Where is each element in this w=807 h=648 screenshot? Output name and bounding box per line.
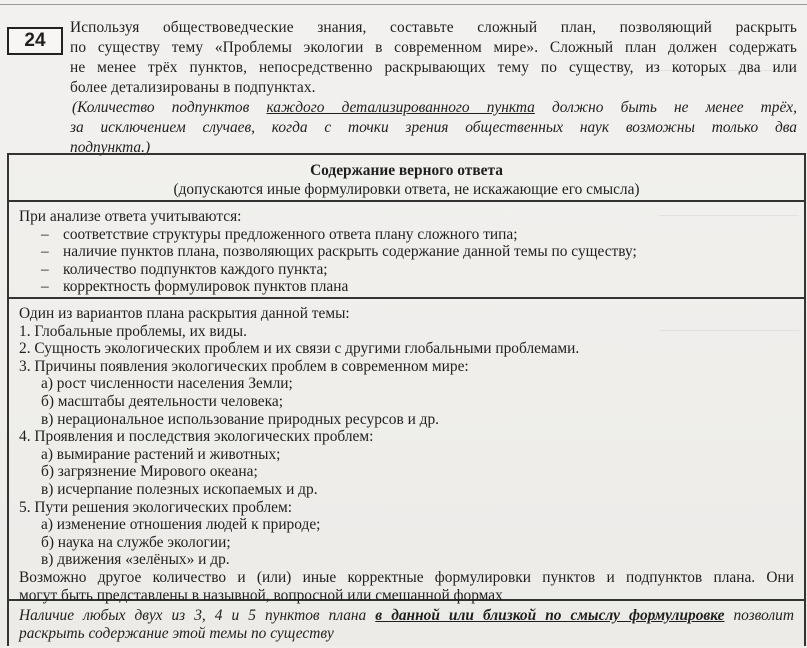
dash-marker: – xyxy=(41,243,49,261)
answer-table-header xyxy=(9,155,804,202)
criteria-item xyxy=(19,226,794,244)
criteria-item-text: соответствие структуры предложенного ответа плану сложного типа; xyxy=(63,225,518,243)
note-underlined-text: каждого детализированного пункта xyxy=(266,99,535,116)
scoring-note-line: раскрыть содержание этой темы по существу xyxy=(19,624,334,642)
answer-table xyxy=(7,153,806,646)
plan-subpoint: а) изменение отношения людей к природе; xyxy=(41,516,321,534)
plan-closing-line: могут быть представлены в назывной, вопросной или смешанной формах xyxy=(19,586,503,604)
question-line: Используя обществоведческие знания, составьте сложный план, позволяющий раскрыть xyxy=(70,19,797,36)
plan-subpoint: а) рост численности населения Земли; xyxy=(41,375,293,393)
top-rule xyxy=(0,4,807,5)
question-note xyxy=(70,98,797,158)
plan-point: 3. Причины появления экологических проблем в современном мире: xyxy=(19,357,469,375)
criteria-item-text: корректность формулировок пунктов плана xyxy=(63,278,349,296)
plan-intro: Один из вариантов плана раскрытия данной темы: xyxy=(19,305,350,322)
criteria-item-text: наличие пунктов плана, позволяющих раскрыть содержание данной темы по существу; xyxy=(63,243,637,261)
plan-cell xyxy=(9,299,804,604)
dash-marker: – xyxy=(41,278,49,296)
scoring-note-text: позволит xyxy=(724,607,794,624)
question-line: не менее трёх пунктов, непосредственно раскрывающих тему по существу, из которых два или xyxy=(70,59,797,76)
criteria-item xyxy=(19,261,794,279)
question-number-box: 24 xyxy=(7,27,63,55)
scoring-note-line xyxy=(19,607,794,625)
note-text: (Количество подпунктов xyxy=(72,99,267,116)
plan-point: 4. Проявления и последствия экологических проблем: xyxy=(19,428,374,446)
answer-header-title: Содержание верного ответа xyxy=(310,162,503,179)
plan-point: 2. Сущность экологических проблем и их связи с другими глобальными проблемами. xyxy=(19,340,580,358)
plan-point: 1. Глобальные проблемы, их виды. xyxy=(19,322,247,340)
question-text xyxy=(70,18,797,98)
criteria-item xyxy=(19,243,794,261)
dash-marker: – xyxy=(41,225,49,243)
plan-subpoint: в) нерациональное использование природных ресурсов и др. xyxy=(41,410,440,428)
plan-subpoint: в) движения «зелёных» и др. xyxy=(41,551,230,569)
plan-closing-line: Возможно другое количество и (или) иные корректные формулировки пунктов и подпунктов плана. Они xyxy=(19,568,794,586)
plan-point: 5. Пути решения экологических проблем: xyxy=(19,498,292,516)
dash-marker: – xyxy=(41,260,49,278)
criteria-item xyxy=(19,278,794,296)
criteria-item-text: количество подпунктов каждого пункта; xyxy=(63,260,328,278)
plan-subpoint: в) исчерпание полезных ископаемых и др. xyxy=(41,480,318,498)
criteria-intro: При анализе ответа учитываются: xyxy=(19,208,242,225)
plan-subpoint: б) загрязнение Мирового океана; xyxy=(41,463,258,481)
scoring-note-emphasis: в данной или близкой по смыслу формулировке xyxy=(375,607,725,624)
question-line: более детализированы в подпунктах. xyxy=(70,79,316,96)
note-line: за исключением случаев, когда с точки зрения общественных наук возможны только два xyxy=(70,119,797,136)
plan-subpoint: б) масштабы деятельности человека; xyxy=(41,392,283,410)
plan-subpoint: б) наука на службе экологии; xyxy=(41,533,231,551)
question-line: по существу тему «Проблемы экологии в современном мире». Сложный план должен содержать xyxy=(70,39,797,56)
answer-header-subtitle: (допускаются иные формулировки ответа, не искажающие его смысла) xyxy=(173,181,640,198)
note-line: подпункта.) xyxy=(70,139,151,156)
scoring-note-cell xyxy=(9,601,804,648)
note-line xyxy=(70,98,797,118)
plan-subpoint: а) вымирание растений и животных; xyxy=(41,445,281,463)
criteria-cell xyxy=(9,202,804,299)
scoring-note-text: Наличие любых двух из 3, 4 и 5 пунктов плана xyxy=(19,607,376,624)
note-text: должно быть не менее трёх, xyxy=(534,99,797,116)
